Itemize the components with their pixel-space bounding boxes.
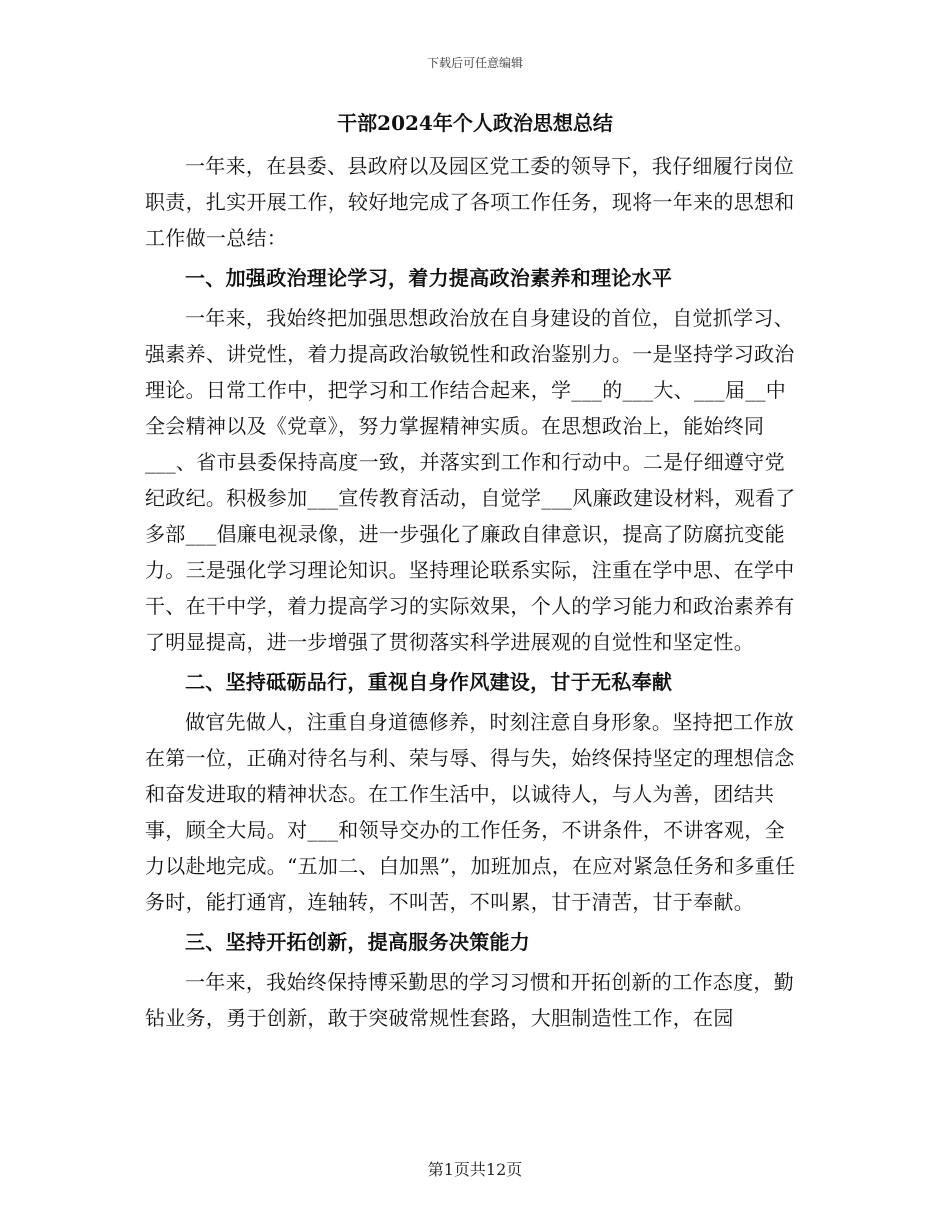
document-body [145, 108, 805, 1036]
section-2-heading: 二、坚持砥砺品行，重视自身作风建设，甘于无私奉献 [185, 670, 673, 694]
section-1-body: 一年来，我始终把加强思想政治放在自身建设的首位，自觉抓学习、强素养、讲党性，着力提高政治敏锐性和政治鉴别力。一是坚持学习政治理论。日常工作中，把学习和工作结合起来，学___的___大、___届__中全会精神以及《党章》，努力掌握精神实质。在思想政治上，能始终同___、省市县委保持高度一致，并落实到工作和行动中。二是仔细遵守党纪政纪。积极参加___宣传教育活动，自觉学___风廉政建设材料，观看了多部___倡廉电视录像，进一步强化了廉政自律意识，提高了防腐抗变能力。三是强化学习理论知识。坚持理论联系实际，注重在学中思、在学中干、在干中学，着力提高学习的实际效果，个人的学习能力和政治素养有了明显提高，进一步增强了贯彻落实科学进展观的自觉性和坚定性。 [145, 306, 796, 654]
section-2-body: 做官先做人，注重自身道德修养，时刻注意自身形象。坚持把工作放在第一位，正确对待名与利、荣与辱、得与失，始终保持坚定的理想信念和奋发进取的精神状态。在工作生活中，以诚待人，与人为善，团结共事，顾全大局。对___和领导交办的工作任务，不讲条件，不讲客观，全力以赴地完成。“五加二、白加黑”，加班加点，在应对紧急任务和多重任务时，能打通宵，连轴转，不叫苦，不叫累，甘于清苦，甘于奉献。 [145, 710, 796, 914]
document-title: 干部2024年个人政治思想总结 [337, 111, 613, 135]
section-3-heading: 三、坚持开拓创新，提高服务决策能力 [185, 930, 531, 954]
section-3-body: 一年来，我始终保持博采勤思的学习习惯和开拓创新的工作态度，勤钻业务，勇于创新，敢于突破常规性套路，大胆制造性工作，在园 [145, 970, 794, 1030]
page-footer: 第1页共12页 [427, 1160, 523, 1179]
intro-paragraph: 一年来，在县委、县政府以及园区党工委的领导下，我仔细履行岗位职责，扎实开展工作，较好地完成了各项工作任务，现将一年来的思想和工作做一总结： [145, 154, 795, 250]
header-note: 下载后可任意编辑 [426, 56, 523, 70]
section-1-heading: 一、加强政治理论学习，着力提高政治素养和理论水平 [185, 266, 673, 290]
